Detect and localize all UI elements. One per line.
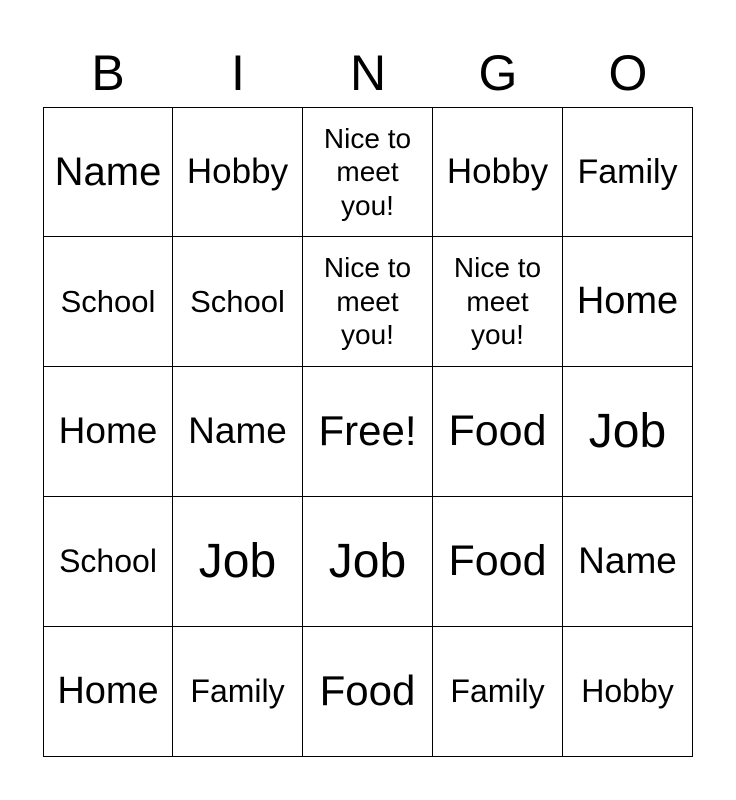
- free-space-label: Free!: [318, 407, 417, 455]
- cell-label: Hobby: [581, 673, 674, 710]
- bingo-cell[interactable]: [173, 497, 303, 627]
- cell-label: Family: [450, 673, 545, 710]
- bingo-cell[interactable]: [303, 107, 433, 237]
- bingo-cell[interactable]: [43, 497, 173, 627]
- bingo-cell[interactable]: [173, 237, 303, 367]
- bingo-header: [43, 40, 693, 106]
- cell-label: Nice to meet you!: [453, 252, 542, 351]
- header-letter-b: B: [91, 45, 125, 101]
- cell-label: School: [60, 283, 156, 319]
- cell-label: School: [59, 543, 157, 580]
- bingo-cell[interactable]: [43, 627, 173, 757]
- bingo-cell[interactable]: [173, 107, 303, 237]
- cell-label: Family: [190, 673, 285, 710]
- cell-label: Nice to meet you!: [323, 122, 412, 221]
- cell-label: Job: [198, 534, 277, 588]
- bingo-cell[interactable]: [43, 107, 173, 237]
- cell-label: Name: [54, 150, 162, 194]
- bingo-cell[interactable]: [173, 367, 303, 497]
- bingo-cell[interactable]: [303, 497, 433, 627]
- header-letter-i: I: [231, 45, 245, 101]
- bingo-cell[interactable]: [433, 237, 563, 367]
- free-space-cell[interactable]: [303, 367, 433, 497]
- cell-label: Food: [448, 536, 547, 585]
- bingo-cell[interactable]: [173, 627, 303, 757]
- cell-label: Job: [588, 404, 667, 458]
- header-letter-g: G: [478, 45, 518, 101]
- cell-label: Home: [57, 669, 159, 712]
- cell-label: Home: [58, 410, 158, 452]
- bingo-cell[interactable]: [563, 237, 693, 367]
- cell-label: School: [190, 283, 285, 319]
- bingo-cell[interactable]: [433, 107, 563, 237]
- cell-label: Home: [576, 279, 679, 322]
- bingo-cell[interactable]: [563, 367, 693, 497]
- bingo-cell[interactable]: [433, 627, 563, 757]
- bingo-board: [43, 107, 693, 757]
- bingo-cell[interactable]: [303, 627, 433, 757]
- cell-label: Food: [319, 667, 416, 715]
- cell-label: Hobby: [186, 152, 289, 191]
- cell-label: Name: [578, 540, 677, 582]
- cell-label: Nice to meet you!: [323, 252, 412, 351]
- cell-label: Job: [328, 534, 407, 588]
- cell-label: Family: [577, 152, 678, 191]
- bingo-cell[interactable]: [563, 107, 693, 237]
- bingo-cell[interactable]: [433, 497, 563, 627]
- bingo-cell[interactable]: [433, 367, 563, 497]
- cell-label: Hobby: [446, 152, 549, 191]
- bingo-cell[interactable]: [43, 237, 173, 367]
- cell-label: Name: [188, 410, 287, 452]
- cell-label: Food: [448, 406, 547, 455]
- header-letter-o: O: [608, 45, 648, 101]
- bingo-cell[interactable]: [43, 367, 173, 497]
- bingo-cell[interactable]: [303, 237, 433, 367]
- header-letter-n: N: [349, 45, 387, 101]
- bingo-cell[interactable]: [563, 627, 693, 757]
- bingo-cell[interactable]: [563, 497, 693, 627]
